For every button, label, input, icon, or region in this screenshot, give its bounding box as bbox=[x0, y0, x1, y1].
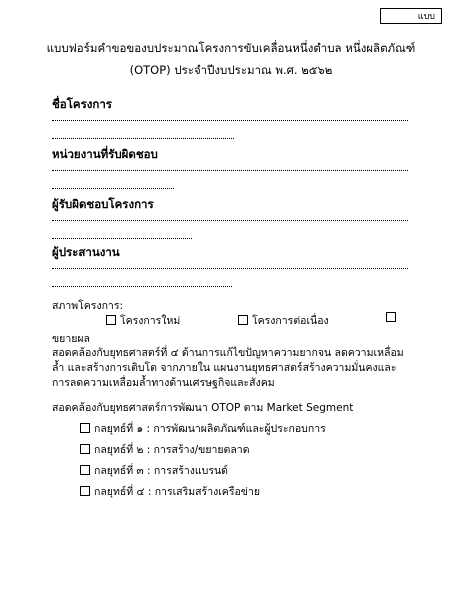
owner-label: ผู้รับผิดชอบโครงการ bbox=[52, 197, 154, 211]
checkbox-strategy-3[interactable] bbox=[80, 465, 90, 475]
checkbox-strategy-1[interactable] bbox=[80, 423, 90, 433]
segment-strategy-1-label: กลยุทธ์ที่ ๑ : การพัฒนาผลิตภัณฑ์และผู้ประกอบการ bbox=[94, 423, 326, 435]
status-option-new[interactable] bbox=[106, 312, 180, 329]
form-code-badge: แบบ bbox=[380, 8, 442, 24]
agency-line-1[interactable] bbox=[52, 170, 408, 171]
coordinator-line-2[interactable] bbox=[52, 286, 232, 287]
status-extend-text: ขยายผล bbox=[52, 333, 90, 345]
coordinator-label: ผู้ประสานงาน bbox=[52, 245, 120, 259]
form-title-line2: (OTOP) ประจำปีงบประมาณ พ.ศ. ๒๕๖๒ bbox=[129, 63, 333, 77]
owner-line-1[interactable] bbox=[52, 220, 408, 221]
status-option-extend[interactable] bbox=[386, 312, 400, 324]
form-title-line1: แบบฟอร์มคำขอของบประมาณโครงการขับเคลื่อนหนึ่งตำบล หนึ่งผลิตภัณฑ์ bbox=[46, 41, 416, 55]
segment-strategy-2-label: กลยุทธ์ที่ ๒ : การสร้าง/ขยายตลาด bbox=[94, 444, 250, 456]
agency-label: หน่วยงานที่รับผิดชอบ bbox=[52, 147, 158, 161]
segment-strategy-2[interactable] bbox=[80, 441, 250, 458]
segment-strategy-3[interactable] bbox=[80, 462, 228, 479]
project-status-label: สภาพโครงการ: bbox=[52, 300, 124, 312]
segment-strategy-3-label: กลยุทธ์ที่ ๓ : การสร้างแบรนด์ bbox=[94, 465, 228, 477]
coordinator-line-1[interactable] bbox=[52, 268, 408, 269]
checkbox-strategy-4[interactable] bbox=[80, 486, 90, 496]
agency-line-2[interactable] bbox=[52, 188, 174, 189]
project-name-label: ชื่อโครงการ bbox=[52, 97, 112, 111]
checkbox-continuing[interactable] bbox=[238, 315, 248, 325]
project-name-line-1[interactable] bbox=[52, 120, 408, 121]
segment-strategy-1[interactable] bbox=[80, 420, 326, 437]
status-option-continuing[interactable] bbox=[238, 312, 329, 329]
checkbox-new[interactable] bbox=[106, 315, 116, 325]
project-name-line-2[interactable] bbox=[52, 138, 234, 139]
segment-strategy-4[interactable] bbox=[80, 483, 260, 500]
strategy-alignment-paragraph: สอดคล้องกับยุทธศาสตร์ที่ ๔ ด้านการแก้ไขปัญหาความยากจน ลดความเหลื่อมล้ำ และสร้างการเติบโต จากภายใน แผนงานยุทธศาสตร์สร้างความมั่นคงและการลดความเหลื่อมล้ำทางด้านเศรษฐกิจและสังคม bbox=[52, 347, 404, 389]
owner-line-2[interactable] bbox=[52, 238, 192, 239]
checkbox-strategy-2[interactable] bbox=[80, 444, 90, 454]
status-option-new-label: โครงการใหม่ bbox=[120, 315, 181, 327]
segment-heading: สอดคล้องกับยุทธศาสตร์การพัฒนา OTOP ตาม Market Segment bbox=[52, 402, 354, 414]
status-option-continuing-label: โครงการต่อเนื่อง bbox=[252, 315, 329, 327]
segment-strategy-4-label: กลยุทธ์ที่ ๔ : การเสริมสร้างเครือข่าย bbox=[94, 486, 261, 498]
checkbox-extend[interactable] bbox=[386, 312, 396, 322]
